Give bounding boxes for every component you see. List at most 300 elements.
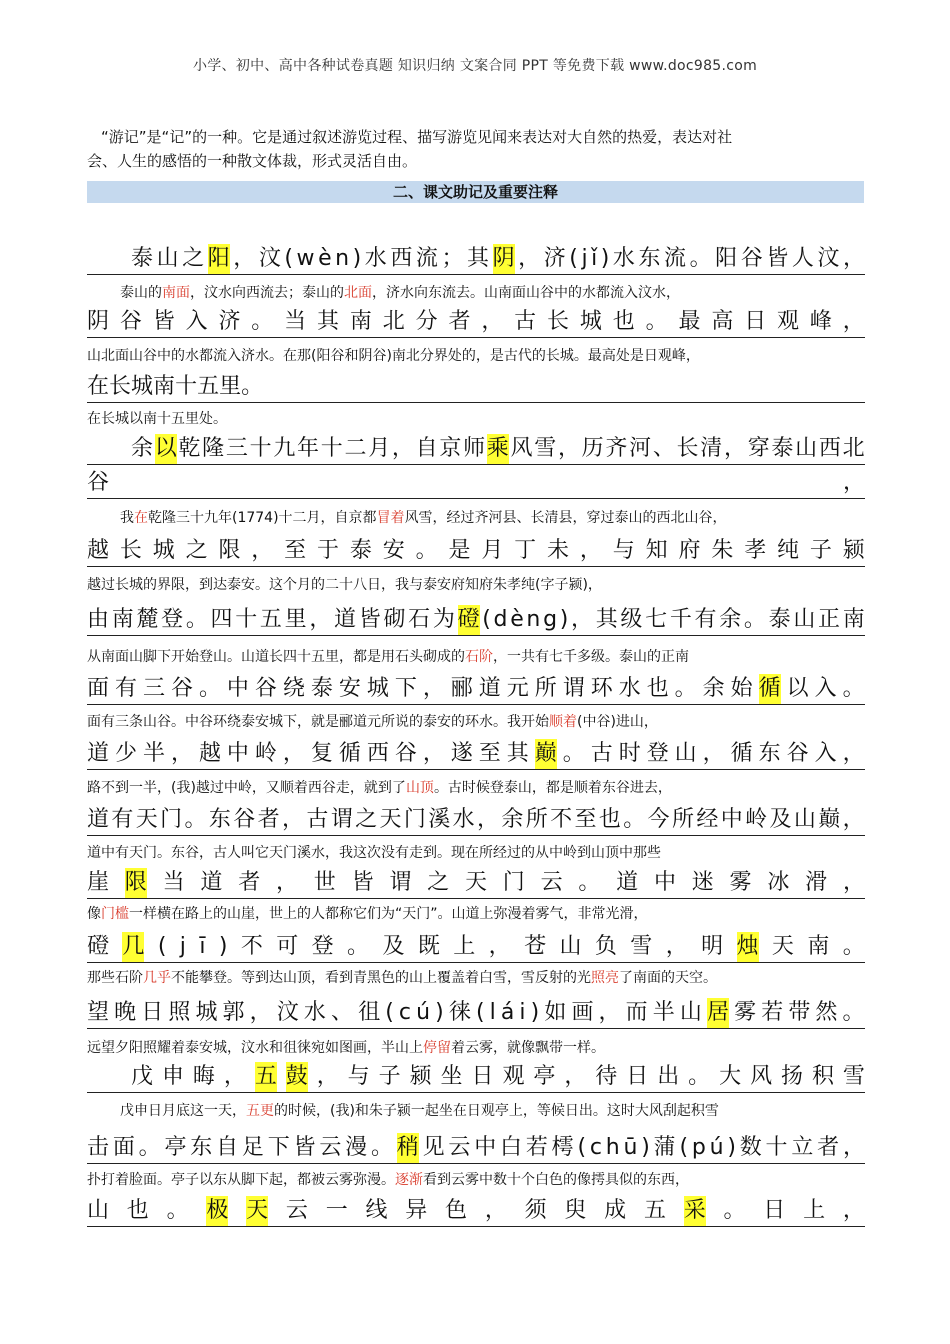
text-char: 里 <box>219 374 242 399</box>
text-char: 亭 <box>533 1064 556 1089</box>
text-char: 出 <box>657 1064 680 1089</box>
text-char: ， <box>477 807 500 832</box>
text-char: 水 <box>612 246 635 271</box>
text-char: 。 <box>842 1000 865 1025</box>
original-text-line <box>87 1133 865 1164</box>
original-text-line <box>87 372 865 403</box>
text-char: 乾 <box>178 436 201 461</box>
text-char: 由 <box>87 607 110 632</box>
translation-text: 路不到一半，(我)越过中岭，又顺着西谷走，就到了 <box>87 780 406 796</box>
text-char: 道 <box>87 741 110 766</box>
text-char: 苍 <box>524 934 547 959</box>
text-char: 西 <box>366 741 389 766</box>
text-char: 长 <box>109 374 132 399</box>
text-char: 正 <box>818 607 841 632</box>
text-char: g <box>543 607 558 632</box>
text-char: ú <box>416 1000 431 1025</box>
text-char: 隆 <box>202 436 225 461</box>
text-char: ， <box>282 807 305 832</box>
text-char: ， <box>842 309 865 334</box>
text-char: 雪 <box>534 436 557 461</box>
highlighted-keyword: 五 <box>255 1062 277 1092</box>
translation-text: 扑打着脸面。亭子以东从脚下起，都被云雾弥漫。 <box>87 1172 395 1188</box>
text-char: ， <box>665 934 688 959</box>
text-char: è <box>510 607 524 632</box>
annotation-keyword: 逐渐 <box>395 1172 423 1188</box>
text-char: 上 <box>453 934 476 959</box>
text-char: c <box>398 1000 411 1025</box>
highlighted-keyword: 稍 <box>397 1133 419 1163</box>
text-char: 。 <box>251 309 274 334</box>
text-char: 成 <box>604 1198 627 1223</box>
translation-text: 看到云雾中数十个白色的像摴具似的东西， <box>423 1172 689 1188</box>
text-char: 其 <box>467 246 490 271</box>
text-char: 望 <box>87 1000 110 1025</box>
text-char: ， <box>170 741 193 766</box>
text-char: 线 <box>365 1198 388 1223</box>
text-char: 亭 <box>164 1135 187 1160</box>
text-char: 日 <box>141 1000 164 1025</box>
text-char: 齐 <box>605 436 628 461</box>
translation-line <box>87 409 865 429</box>
original-text-line <box>87 739 865 770</box>
text-char: 云 <box>540 870 563 895</box>
text-char: ， <box>842 1135 865 1160</box>
text-char: 遂 <box>450 741 473 766</box>
text-char: ， <box>481 309 504 334</box>
text-char: 郭 <box>222 1000 245 1025</box>
text-char: ； <box>441 246 464 271</box>
text-char: 泰 <box>310 676 333 701</box>
text-char: h <box>605 1135 620 1160</box>
text-char: 皆 <box>293 1135 316 1160</box>
highlighted-keyword: 采 <box>684 1196 706 1226</box>
text-char: 其 <box>317 309 340 334</box>
text-char: ， <box>233 246 256 271</box>
text-char: 入 <box>185 309 208 334</box>
text-char: 明 <box>701 934 724 959</box>
annotation-keyword: 冒着 <box>376 510 405 526</box>
text-char: ǐ <box>591 246 598 271</box>
text-char: á <box>500 1000 515 1025</box>
text-char: ( <box>569 246 578 271</box>
text-char: 以 <box>786 676 809 701</box>
text-char: ， <box>842 246 865 271</box>
text-char: 不 <box>550 807 573 832</box>
text-char: 城 <box>579 309 602 334</box>
text-char: 绕 <box>282 676 305 701</box>
text-char: 长 <box>547 309 570 334</box>
text-char: d <box>493 607 508 632</box>
text-char: 今 <box>647 807 670 832</box>
text-char: 余 <box>131 436 154 461</box>
translation-text: 了南面的天空。 <box>619 970 717 986</box>
highlighted-keyword: 以 <box>155 434 177 464</box>
text-char: 东 <box>208 807 231 832</box>
text-char: ( <box>679 1135 689 1160</box>
text-char: 日 <box>471 1064 494 1089</box>
text-char: 蒲 <box>653 1135 676 1160</box>
text-char: 然 <box>815 1000 838 1025</box>
text-char: 观 <box>502 1064 525 1089</box>
translation-text: 戊申日月底这一天， <box>120 1103 246 1119</box>
text-char: 画 <box>571 1000 594 1025</box>
text-char: 十 <box>249 436 272 461</box>
text-char: 。 <box>689 246 712 271</box>
text-char: 半 <box>142 741 165 766</box>
text-char: p <box>691 1135 706 1160</box>
text-char: 复 <box>310 741 333 766</box>
text-char: ī <box>199 934 206 959</box>
text-char: 水 <box>618 676 641 701</box>
text-char: ) <box>641 1135 650 1160</box>
text-char: 时 <box>618 741 641 766</box>
text-char: 迷 <box>691 870 714 895</box>
text-char: ( <box>284 246 293 271</box>
text-char: 河 <box>629 436 652 461</box>
text-char: 之 <box>182 246 205 271</box>
text-char: 峰 <box>809 309 832 334</box>
text-char: 道 <box>87 807 110 832</box>
text-char: 水 <box>303 1000 326 1025</box>
text-char: 古 <box>590 741 613 766</box>
text-char: 有 <box>111 807 134 832</box>
text-char: j <box>179 934 186 959</box>
text-char: 谷 <box>394 741 417 766</box>
highlighted-keyword: 循 <box>759 674 781 704</box>
text-char: 者 <box>448 309 471 334</box>
text-char: ( <box>157 934 167 959</box>
text-char: 至 <box>478 741 501 766</box>
text-char: 。 <box>185 607 208 632</box>
translation-text: 着云雾，就像飘带一样。 <box>451 1040 605 1056</box>
text-char: 五 <box>197 374 220 399</box>
text-char: ， <box>571 607 594 632</box>
annotation-keyword: 几乎 <box>143 970 171 986</box>
text-char: 门 <box>403 807 426 832</box>
text-char: ， <box>842 807 865 832</box>
text-char: 。 <box>842 676 865 701</box>
text-char: ， <box>223 1064 246 1089</box>
text-char: 也 <box>646 676 669 701</box>
text-char: 始 <box>730 676 753 701</box>
text-char: 十 <box>175 374 198 399</box>
text-char: ， <box>282 741 305 766</box>
text-char: 长 <box>119 538 142 563</box>
text-char: 。 <box>166 1198 189 1223</box>
original-text-line <box>87 468 865 499</box>
translation-line <box>87 647 865 667</box>
text-char: 四 <box>210 607 233 632</box>
text-char: 照 <box>168 1000 191 1025</box>
text-char: 泰 <box>131 246 154 271</box>
annotation-keyword: 停留 <box>423 1040 451 1056</box>
text-char: 溪 <box>428 807 451 832</box>
text-char: 至 <box>284 538 307 563</box>
text-char: 及 <box>382 934 405 959</box>
text-char: 入 <box>814 676 837 701</box>
text-char: 。 <box>623 807 646 832</box>
text-char: 九 <box>273 436 296 461</box>
text-char: 雾 <box>729 870 752 895</box>
text-char: ， <box>518 246 541 271</box>
text-char: 岭 <box>254 741 277 766</box>
text-char: 颍 <box>409 1064 432 1089</box>
text-char: 古 <box>514 309 537 334</box>
text-char: 谓 <box>562 676 585 701</box>
text-char: ， <box>842 741 865 766</box>
translation-line <box>87 1038 865 1058</box>
text-char: 自 <box>216 1135 239 1160</box>
text-char: 城 <box>152 538 175 563</box>
text-char: 高 <box>711 309 734 334</box>
text-char: 若 <box>525 1135 548 1160</box>
text-char: 如 <box>544 1000 567 1025</box>
text-char: 谷 <box>87 470 110 495</box>
text-char: 阴 <box>87 309 110 334</box>
text-char: 雪 <box>630 934 653 959</box>
text-char: 立 <box>791 1135 814 1160</box>
text-char: 谓 <box>330 807 353 832</box>
highlighted-keyword: 巅 <box>535 739 557 769</box>
translation-text: 从南面山脚下开始登山。山道长四十五里，都是用石头砌成的 <box>87 649 465 665</box>
text-char: 安 <box>338 676 361 701</box>
text-char: 山 <box>87 1198 110 1223</box>
text-char: 带 <box>788 1000 811 1025</box>
text-char: 至 <box>574 807 597 832</box>
text-char: 有 <box>694 607 717 632</box>
annotation-keyword: 南面 <box>162 285 190 301</box>
text-char: ， <box>842 470 865 495</box>
translation-text: 那些石阶 <box>87 970 143 986</box>
annotation-keyword: 五更 <box>246 1103 274 1119</box>
text-char: 三 <box>225 436 248 461</box>
text-char: 石 <box>408 607 431 632</box>
text-char: ， <box>251 538 274 563</box>
text-char: c <box>589 1135 602 1160</box>
text-char: 天 <box>771 934 794 959</box>
text-char: 入 <box>814 741 837 766</box>
text-char: 。 <box>241 374 264 399</box>
text-char: 流 <box>664 246 687 271</box>
text-char: 济 <box>218 309 241 334</box>
text-char: 循 <box>730 741 753 766</box>
text-char: 皆 <box>351 870 374 895</box>
text-char: 中 <box>226 741 249 766</box>
original-text-line <box>87 868 865 899</box>
original-text-line <box>87 244 865 275</box>
text-char: 师 <box>463 436 486 461</box>
text-char: 风 <box>750 1064 773 1089</box>
text-char: 余 <box>501 807 524 832</box>
text-char: 月 <box>368 436 391 461</box>
text-char: 南 <box>111 607 134 632</box>
text-char: 所 <box>672 807 695 832</box>
text-char: 。 <box>645 309 668 334</box>
translation-text: 山北面山谷中的水都流入济水。在那(阳谷和阴谷)南北分界处的，是古代的长城。最高处是日观峰， <box>87 348 700 364</box>
translation-line <box>87 508 865 528</box>
translation-text: 面有三条山谷。中谷环绕泰安城下，就是郦道元所说的泰安的环水。我开始 <box>87 714 549 730</box>
text-char: 月 <box>481 538 504 563</box>
text-char: 循 <box>338 741 361 766</box>
text-char: w <box>296 246 315 271</box>
text-char: 与 <box>347 1064 370 1089</box>
text-char: 也 <box>612 309 635 334</box>
text-char: 徕 <box>448 1000 471 1025</box>
text-char: ū <box>623 1135 638 1160</box>
text-char: 面 <box>87 676 110 701</box>
text-char: 越 <box>87 538 110 563</box>
text-char: 。 <box>198 676 221 701</box>
text-char: 南 <box>349 309 372 334</box>
text-char: 里 <box>284 607 307 632</box>
text-char: 中 <box>653 870 676 895</box>
translation-text: 乾隆三十九年(1774)十二月，自京都 <box>148 510 377 526</box>
text-char: 见 <box>422 1135 445 1160</box>
translation-text: ，汶水向西流去；泰山的 <box>190 285 344 301</box>
text-char: 。 <box>842 934 865 959</box>
text-char: 岭 <box>745 807 768 832</box>
text-char: 城 <box>131 374 154 399</box>
text-char: 级 <box>620 607 643 632</box>
text-char: 其 <box>595 607 618 632</box>
text-char: 臾 <box>564 1198 587 1223</box>
text-char: ， <box>249 1000 272 1025</box>
text-char: j <box>581 246 588 271</box>
text-char: 谷 <box>786 741 809 766</box>
text-char: 山 <box>795 436 818 461</box>
text-char: 。 <box>347 934 370 959</box>
text-char: 安 <box>382 538 405 563</box>
text-char: 面 <box>112 1135 135 1160</box>
text-char: 冰 <box>767 870 790 895</box>
text-char: ， <box>598 1000 621 1025</box>
text-char: 色 <box>445 1198 468 1223</box>
translation-line <box>87 575 865 595</box>
highlighted-keyword: 阳 <box>208 244 230 274</box>
text-char: 纯 <box>777 538 800 563</box>
text-char: 扬 <box>781 1064 804 1089</box>
original-text-line <box>87 805 865 836</box>
text-char: ， <box>842 1198 865 1223</box>
text-char: 在 <box>87 374 110 399</box>
text-char: ， <box>316 1064 339 1089</box>
text-char: è <box>318 246 332 271</box>
text-char: l <box>489 1000 496 1025</box>
original-text-line <box>87 998 865 1029</box>
text-char: 东 <box>758 741 781 766</box>
text-char: 风 <box>510 436 533 461</box>
highlighted-keyword: 天 <box>246 1196 268 1226</box>
translation-line <box>87 283 865 303</box>
text-char: 山 <box>679 1000 702 1025</box>
text-char: 年 <box>297 436 320 461</box>
text-char: 崖 <box>87 870 110 895</box>
text-char: 也 <box>126 1198 149 1223</box>
text-char: 之 <box>185 538 208 563</box>
translation-line <box>87 904 865 924</box>
text-char: 麓 <box>136 607 159 632</box>
text-char: 谷 <box>119 309 142 334</box>
highlighted-keyword: 鼓 <box>286 1062 308 1092</box>
text-char: 磴 <box>87 934 110 959</box>
text-char: ， <box>579 538 602 563</box>
text-char: 门 <box>160 807 183 832</box>
text-char: 余 <box>719 607 742 632</box>
text-char: 丁 <box>514 538 537 563</box>
translation-line <box>87 1170 865 1190</box>
text-char: ) <box>727 1135 736 1160</box>
translation-text: ，济水向东流去。山南面山谷中的水都流入汶水， <box>372 285 680 301</box>
text-char: 若 <box>761 1000 784 1025</box>
text-char: 谷 <box>170 676 193 701</box>
text-char: 道 <box>334 607 357 632</box>
text-char: 元 <box>506 676 529 701</box>
translation-text: 泰山的 <box>120 285 162 301</box>
text-char: 水 <box>364 246 387 271</box>
text-char: 汶 <box>817 246 840 271</box>
text-char: 越 <box>198 741 221 766</box>
text-char: 上 <box>803 1198 826 1223</box>
translation-text: 我 <box>120 510 134 526</box>
translation-text: 不能攀登。等到达山顶，看到青黑色的山上覆盖着白雪，雪反射的光 <box>171 970 591 986</box>
text-char: 数 <box>739 1135 762 1160</box>
translation-text: (中谷)进山， <box>577 714 658 730</box>
text-char: ( <box>385 1000 394 1025</box>
text-char: 少 <box>114 741 137 766</box>
highlighted-keyword: 烛 <box>737 932 759 962</box>
text-char: 所 <box>534 676 557 701</box>
text-char: 。 <box>184 807 207 832</box>
translation-line <box>87 843 865 863</box>
section-title: 二、课文助记及重要注释 <box>87 181 864 203</box>
text-char: 孝 <box>744 538 767 563</box>
annotation-keyword: 在 <box>134 510 148 526</box>
text-char: 。 <box>138 1135 161 1160</box>
text-char: 阳 <box>715 246 738 271</box>
translation-text: 像 <box>87 906 101 922</box>
text-char: ( <box>482 607 491 632</box>
translation-text: 道中有天门。东谷，古人叫它天门溪水，我这次没有走到。现在所经过的从中岭到山顶中那些 <box>87 845 661 861</box>
text-char: 坐 <box>440 1064 463 1089</box>
text-char: 一 <box>325 1198 348 1223</box>
text-char: ) <box>218 934 228 959</box>
text-char: 须 <box>524 1198 547 1223</box>
text-char: 南 <box>153 374 176 399</box>
highlighted-keyword: 居 <box>707 998 729 1028</box>
text-char: 、 <box>652 436 675 461</box>
translation-text: 一样横在路上的山崖，世上的人都称它们为“天门”。山道上弥漫着雾气，非常光滑， <box>129 906 648 922</box>
text-char: 最 <box>678 309 701 334</box>
text-char: 日 <box>763 1198 786 1223</box>
text-char: 登 <box>161 607 184 632</box>
text-char: 巅 <box>818 807 841 832</box>
translation-text: 。古时候登泰山，都是顺着东谷进去， <box>433 780 672 796</box>
text-char: 城 <box>195 1000 218 1025</box>
text-char: 颍 <box>842 538 865 563</box>
text-char: 十 <box>235 607 258 632</box>
translation-text: 在长城以南十五里处。 <box>87 411 227 427</box>
text-char: 登 <box>311 934 334 959</box>
text-char: ， <box>422 676 445 701</box>
text-char: 、 <box>330 1000 353 1025</box>
text-char: ， <box>702 741 725 766</box>
text-char: ( <box>475 1000 485 1025</box>
text-char: 天 <box>379 807 402 832</box>
text-char: ， <box>275 870 298 895</box>
text-char: 南 <box>842 607 865 632</box>
text-char: 滑 <box>805 870 828 895</box>
